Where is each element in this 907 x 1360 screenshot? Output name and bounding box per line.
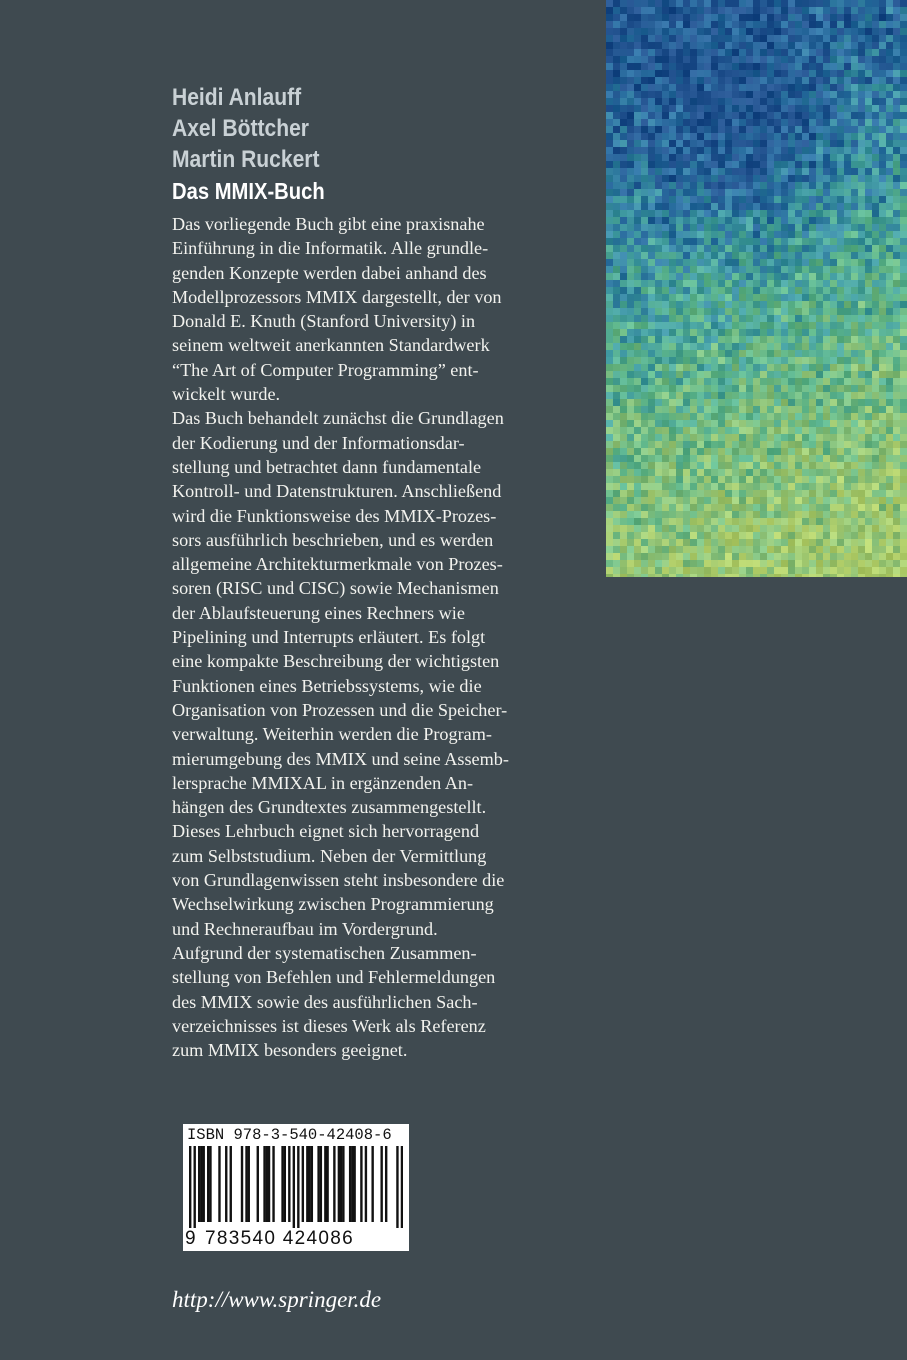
- author-name: Axel Böttcher: [172, 115, 309, 142]
- barcode-bar: [396, 1146, 398, 1228]
- blurb-line: verwaltung. Weiterhin werden die Program-: [172, 724, 492, 745]
- book-title: Das MMIX-Buch: [172, 178, 325, 204]
- barcode-bar: [324, 1146, 326, 1222]
- barcode-bar: [209, 1146, 211, 1222]
- author-list: [172, 82, 320, 175]
- barcode-bar: [308, 1146, 310, 1222]
- barcode-bar: [311, 1146, 313, 1222]
- barcode-bar: [360, 1146, 362, 1222]
- barcode-bar: [248, 1146, 250, 1222]
- barcode-bar: [198, 1146, 200, 1222]
- barcode-bar: [338, 1146, 340, 1222]
- blurb-line: Modellprozessors MMIX dargestellt, der von: [172, 286, 502, 307]
- blurb-line: hängen des Grundtextes zusammengestellt.: [172, 797, 487, 818]
- blurb-line: Donald E. Knuth (Stanford University) in: [172, 311, 476, 332]
- barcode-bar: [241, 1146, 243, 1222]
- barcode-bar: [401, 1146, 403, 1228]
- barcode-bar: [351, 1146, 353, 1222]
- barcode-bars: [189, 1146, 403, 1228]
- barcode-bar: [281, 1146, 283, 1222]
- barcode-bar: [268, 1146, 270, 1222]
- blurb-line: Funktionen eines Betriebssystems, wie die: [172, 675, 482, 696]
- blurb-line: verzeichnisses ist dieses Werk als Referenz: [172, 1015, 486, 1036]
- barcode-bar: [284, 1146, 286, 1222]
- barcode-bar: [333, 1146, 335, 1222]
- barcode-bar: [245, 1146, 247, 1222]
- blurb-line: sors ausführlich beschrieben, und es werden: [172, 529, 494, 550]
- barcode-bar: [272, 1146, 274, 1222]
- barcode-bar: [302, 1146, 304, 1222]
- blurb-line: der Kodierung und der Informationsdar-: [172, 432, 465, 453]
- barcode-bar: [263, 1146, 265, 1222]
- barcode-bar: [194, 1146, 196, 1228]
- blurb-line: Das vorliegende Buch gibt eine praxisnahe: [172, 214, 485, 234]
- barcode-bar: [225, 1146, 227, 1222]
- blurb-line: zum MMIX besonders geeignet.: [172, 1040, 408, 1061]
- barcode-bar: [320, 1146, 322, 1222]
- blurb-line: eine kompakte Beschreibung der wichtigsten: [172, 651, 500, 672]
- barcode-bar: [189, 1146, 191, 1228]
- blurb-line: des MMIX sowie des ausführlichen Sach-: [172, 991, 478, 1012]
- barcode-bar: [207, 1146, 209, 1222]
- blurb-line: zum Selbststudium. Neben der Vermittlung: [172, 845, 487, 866]
- blurb-line: wickelt wurde.: [172, 384, 281, 405]
- barcode-bar: [200, 1146, 202, 1222]
- blurb-line: stellung von Befehlen und Fehlermeldungen: [172, 967, 496, 988]
- barcode-bar: [326, 1146, 328, 1222]
- blurb-line: von Grundlagenwissen steht insbesondere die: [172, 870, 505, 891]
- barcode-bar: [293, 1146, 295, 1228]
- barcode-bar: [371, 1146, 373, 1222]
- barcode-bar: [306, 1146, 308, 1222]
- blurb-line: und Rechneraufbau im Vordergrund.: [172, 918, 438, 939]
- barcode-bar: [349, 1146, 351, 1222]
- ean-remaining-digits: 783540 424086: [205, 1228, 354, 1249]
- blurb-line: mierumgebung des MMIX und seine Assemb-: [172, 748, 509, 769]
- blurb-line: genden Konzepte werden dabei anhand des: [172, 262, 487, 283]
- blurb-line: stellung und betrachtet dann fundamentale: [172, 456, 482, 477]
- barcode-bar: [385, 1146, 387, 1222]
- blurb-line: Das Buch behandelt zunächst die Grundlagen: [172, 408, 504, 429]
- author-name: Heidi Anlauff: [172, 84, 302, 111]
- ean-first-digit: 9: [185, 1228, 196, 1249]
- author-name: Martin Ruckert: [172, 146, 320, 173]
- blurb-line: lersprache MMIXAL in ergänzenden An-: [172, 772, 473, 793]
- barcode-bar: [257, 1146, 259, 1222]
- blurb-line: Aufgrund der systematischen Zusammen-: [172, 942, 477, 963]
- blurb-line: wird die Funktionsweise des MMIX-Prozes-: [172, 505, 497, 526]
- blurb-line: soren (RISC und CISC) sowie Mechanismen: [172, 578, 499, 599]
- blurb-text: [172, 212, 622, 1062]
- barcode-bar: [340, 1146, 342, 1222]
- blurb-line: Wechselwirkung zwischen Programmierung: [172, 894, 494, 915]
- isbn-label: ISBN 978-3-540-42408-6: [187, 1126, 392, 1144]
- barcode-bar: [266, 1146, 268, 1222]
- blurb-line: der Ablaufsteuerung eines Rechners wie: [172, 602, 465, 623]
- barcode-bar: [317, 1146, 319, 1222]
- barcode-bar: [380, 1146, 382, 1222]
- barcode-bar: [353, 1146, 355, 1222]
- publisher-website[interactable]: http://www.springer.de: [172, 1287, 382, 1312]
- barcode-bar: [203, 1146, 205, 1222]
- cover-art-texture: [606, 0, 907, 577]
- barcode-bar: [365, 1146, 367, 1222]
- blurb-line: Pipelining und Interrupts erläutert. Es folgt: [172, 627, 486, 648]
- barcode-bar: [218, 1146, 220, 1222]
- blurb-line: Dieses Lehrbuch eignet sich hervorragend: [172, 821, 480, 842]
- barcode-bar: [297, 1146, 299, 1228]
- blurb-line: Organisation von Prozessen und die Speicher-: [172, 699, 508, 720]
- blurb-line: “The Art of Computer Programming” ent-: [172, 359, 479, 380]
- blurb-line: Kontroll- und Datenstrukturen. Anschließend: [172, 481, 502, 502]
- barcode-bar: [230, 1146, 232, 1222]
- barcode-bar: [342, 1146, 344, 1222]
- blurb-line: Einführung in die Informatik. Alle grundle-: [172, 238, 489, 259]
- blurb-line: allgemeine Architekturmerkmale von Prozes-: [172, 554, 503, 575]
- cover-art-image: [606, 0, 907, 577]
- barcode-bar: [288, 1146, 290, 1222]
- blurb-line: seinem weltweit anerkannten Standardwerk: [172, 335, 490, 356]
- isbn-barcode: [183, 1124, 409, 1251]
